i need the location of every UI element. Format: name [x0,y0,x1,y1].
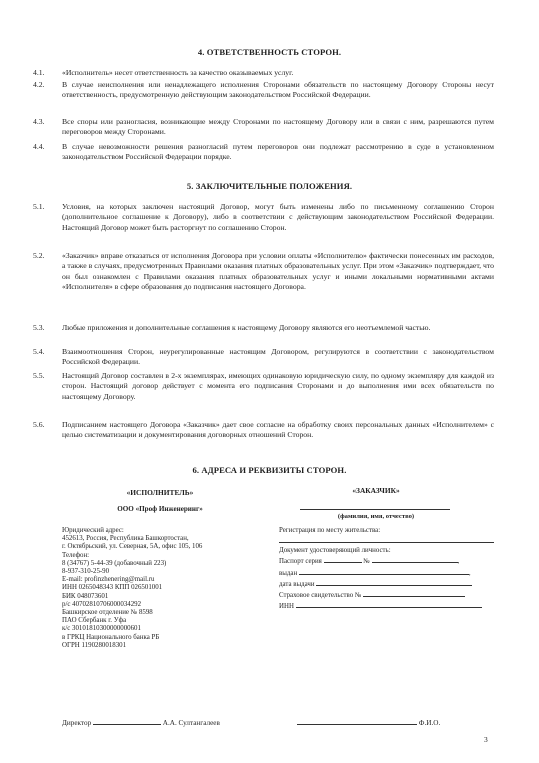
clause-number: 4.4. [33,142,45,151]
detail-line: БИК 048073601 [62,592,109,600]
clause-text: Настоящий Договор составлен в 2-х экземплярах, имеющих одинаковую юридическую силу, по одному экземпляру для каждой из сторон. Настоящий договор действует с момента его подписания Сторонами и до выполнения ими всех обязательств по настоящему Договору. [62,371,494,401]
issued-by-label: выдан [279,569,298,577]
detail-line: ПАО Сбербанк г. Уфа [62,617,127,625]
section-6-heading: 6. АДРЕСА И РЕКВИЗИТЫ СТОРОН. [192,465,347,475]
insurance-label: Страховое свидетельство № [279,592,362,600]
detail-line: Телефон: [62,551,90,559]
customer-signature [297,717,440,727]
clause-number: 4.3. [33,117,45,126]
clause-text: Подписанием настоящего Договора «Заказчик» дает свое согласие на обработку своих персональных данных «Исполнителем» с целью систематизации и документирования договорных отношений Сторон. [62,420,494,440]
clause-text: Любые приложения и дополнительные соглашения к настоящему Договору являются его неотъемлемой частью. [62,323,431,332]
clause-text: «Исполнитель» несет ответственность за качество оказываемых услуг. [62,68,294,77]
clause-text: Взаимоотношения Сторон, неурегулированные настоящим Договором, регулируются в соответствии с законодательством Российской Федерации. [62,347,494,367]
clause-5-1 [33,202,494,233]
inn-row [279,600,494,611]
detail-line: 8-937-310-25-90 [62,568,110,576]
detail-line: г. Октябрьский, ул. Северная, 5А, офис 105, 106 [62,543,203,551]
customer-details [279,527,494,611]
insurance-row [279,589,494,600]
page-number: 3 [484,735,488,744]
clause-4-2 [33,80,494,101]
executor-signature [62,717,220,727]
registration-label: Регистрация по месту жительства: [279,527,381,534]
passport-row: Паспорт серия № , [279,555,494,566]
detail-line: 8 (34767) 5-44-39 (добавочный 223) [62,559,167,567]
director-label: Директор [62,719,92,727]
clause-5-6 [33,420,494,441]
executor-org-name: ООО «Проф Инженеринг» [117,505,203,513]
clause-5-4 [33,347,494,368]
detail-line: р/с 40702810706000034292 [62,600,142,608]
clause-number: 5.5. [33,371,45,380]
detail-line: Башкирское отделение № 8598 [62,609,153,617]
detail-line: Юридический адрес: [62,527,124,534]
detail-line: в ГРКЦ Национального банка РБ [62,633,160,641]
customer-name-caption: (фамилия, имя, отчество) [337,513,415,520]
executor-title: «ИСПОЛНИТЕЛЬ» [126,488,194,497]
clause-text: Все споры или разногласия, возникающие между Сторонами по настоящему Договору или в связи с ним, разрешаются путем переговоров между Сторонами. [62,117,494,137]
clause-number: 4.2. [33,80,45,89]
issue-date-row [279,578,494,589]
identity-doc-label: Документ удостоверяющий личность: [279,547,391,555]
clause-number: 5.1. [33,202,45,211]
clause-4-4 [33,142,494,163]
inn-label: ИНН [279,603,294,611]
director-name: А.А. Султангалеев [162,719,220,727]
clause-text: Условия, на которых заключен настоящий Договор, могут быть изменены либо по письменному соглашению Сторон (дополнительное соглашение к Договору), либо в соответствии с действующим законодательством Российской Федерации. Настоящий Договор может быть расторгнут по соглашению Сторон. [62,202,494,232]
clause-5-5 [33,371,494,402]
detail-line: ИНН 0265048343 КПП 026501001 [62,584,163,592]
clause-text: В случае невозможности решения разногласий путем переговоров они подлежат рассмотрению в суде в установленном законодательством Российской Федерации порядке. [62,142,494,162]
customer-name-line [300,509,450,510]
clause-4-3 [33,117,494,138]
issue-date-label: дата выдачи [279,580,315,588]
registration-line [279,535,494,543]
section-4-heading: 4. ОТВЕТСТВЕННОСТЬ СТОРОН. [197,47,342,57]
clause-5-3 [33,323,494,333]
detail-line: ОГРН 1190280018301 [62,641,127,649]
executor-details [62,527,272,650]
passport-series-label: Паспорт серия [279,558,322,566]
clause-text: «Заказчик» вправе отказаться от исполнения Договора при условии оплаты «Исполнителю» фактически понесенных им расходов, а также в случаях, предусмотренных Правилами оказания платных образовательных услуг. При этом «Заказчик» подтверждает, что он был ознакомлен с Правилами оказания платных образовательных услуг и иными локальными нормативными актами «Исполнителя» в сфере образования до подписания настоящего Договора. [62,251,494,292]
clause-number: 5.3. [33,323,45,332]
email-line: E-mail: profinzhenering@mail.ru [62,576,155,584]
clause-number: 4.1. [33,68,45,77]
customer-title: «ЗАКАЗЧИК» [352,486,400,495]
clause-number: 5.2. [33,251,45,260]
customer-fio-label: Ф.И.О. [418,719,441,727]
detail-line: к/с 30101810300000000601 [62,625,141,633]
clause-5-2 [33,251,494,293]
clause-number: 5.4. [33,347,45,356]
clause-4-1 [33,68,494,78]
passport-number-label: № [363,558,370,566]
detail-line: 452613, Россия, Республика Башкортостан, [62,535,189,543]
section-5-heading: 5. ЗАКЛЮЧИТЕЛЬНЫЕ ПОЛОЖЕНИЯ. [186,181,353,191]
issued-by-row: выдан , [279,567,494,578]
clause-text: В случае неисполнения или ненадлежащего исполнения Сторонами обязательств по настоящему Договору Стороны несут ответственность, предусмотренную действующим законодательством Российской Федерации. [62,80,494,100]
clause-number: 5.6. [33,420,45,429]
